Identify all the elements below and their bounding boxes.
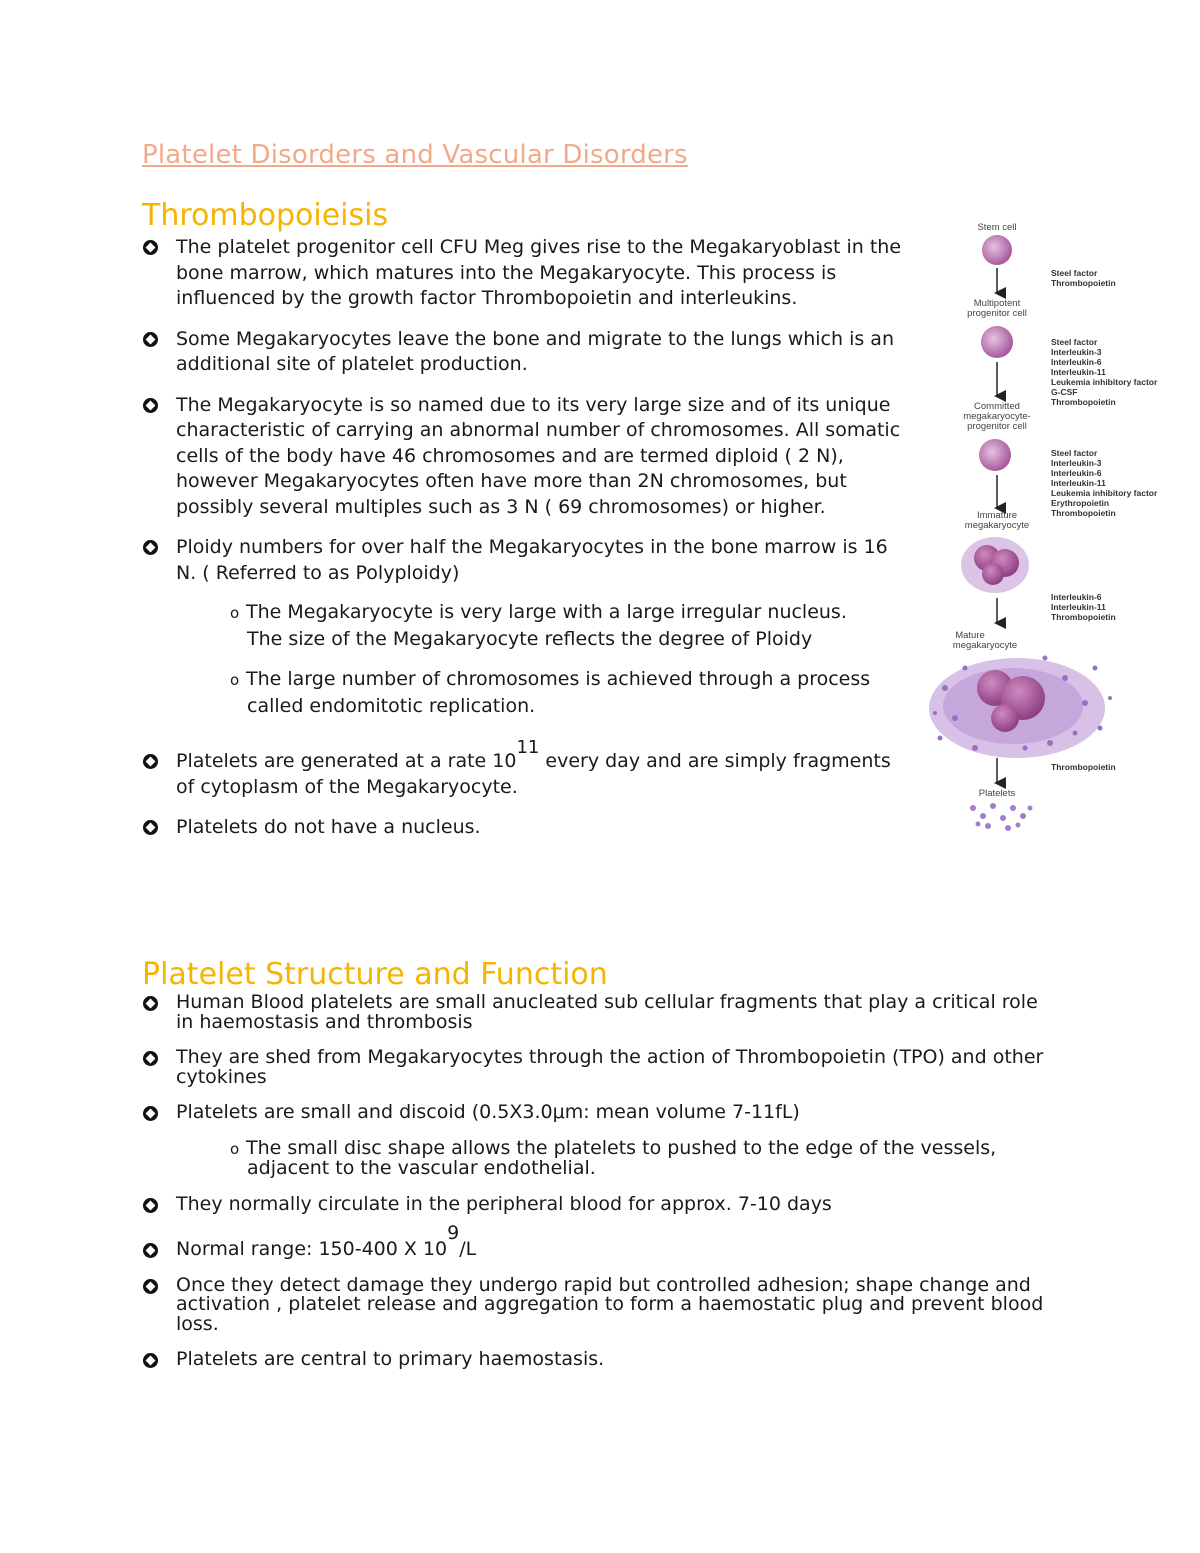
- sub-bullet-text: The small disc shape allows the platelets to pushed to the edge of the vessels, adjacent to the vascular endothelial.: [246, 1136, 997, 1179]
- factor-label: Thrombopoietin: [1051, 397, 1116, 407]
- bullet-icon: [143, 1106, 158, 1121]
- factor-label: Thrombopoietin: [1051, 508, 1116, 518]
- bullet-icon: [143, 1279, 158, 1294]
- factor-group-5: [1051, 762, 1116, 772]
- bullet-icon: [143, 540, 158, 555]
- list-item: [142, 1192, 1052, 1215]
- sub-bullet-text: The Megakaryocyte is very large with a large irregular nucleus. The size of the Megakaryocyte reflects the degree of Ploidy: [246, 601, 847, 650]
- list-item: [142, 1273, 1052, 1335]
- sub-list-item: [142, 599, 887, 652]
- factor-label: Interleukin-11: [1051, 478, 1106, 488]
- stage-label-committed: Committed: [974, 401, 1020, 412]
- list-item: [142, 393, 912, 521]
- list-item: [142, 1350, 1052, 1370]
- sub-bullet-icon: o: [230, 604, 240, 622]
- bullet-icon: [143, 1198, 158, 1213]
- stage-label-platelets: Platelets: [978, 788, 1016, 799]
- thrombopoiesis-diagram: [925, 218, 1175, 838]
- bullet-text: Platelets are central to primary haemostasis.: [176, 1348, 605, 1370]
- stage-label-mature: Mature: [955, 630, 985, 641]
- stem-cell-icon: [982, 235, 1012, 265]
- factor-group-4: [1051, 592, 1116, 622]
- list-item: [142, 1048, 1052, 1087]
- bullet-text: Human Blood platelets are small anucleated sub cellular fragments that play a critical role in haemostasis and thrombosis: [176, 991, 1038, 1033]
- nucleus-icon: [991, 704, 1019, 732]
- bullet-text: The platelet progenitor cell CFU Meg gives rise to the Megakaryoblast in the bone marrow, which matures into the Megakaryocyte. This process is influenced by the growth factor Thrombopoietin and interleukins.: [176, 236, 902, 309]
- stage-label-stem-cell: Stem cell: [977, 222, 1017, 233]
- rate-exponent: 11: [516, 737, 540, 758]
- sub-bullet-icon: o: [230, 1139, 240, 1158]
- sub-bullet-icon: o: [230, 671, 240, 689]
- committed-cell-icon: [979, 439, 1011, 471]
- factor-label: Interleukin-6: [1051, 357, 1102, 367]
- list-item: [142, 735, 912, 800]
- bullet-icon: [143, 1051, 158, 1066]
- bullet-text: Ploidy numbers for over half the Megakaryocytes in the bone marrow is 16 N. ( Referred to as Polyploidy): [176, 536, 888, 584]
- structure-function-list: [142, 993, 1052, 1386]
- bullet-icon: [143, 1353, 158, 1368]
- bullet-text: Platelets are small and discoid (0.5X3.0μm: mean volume 7-11fL): [176, 1101, 800, 1123]
- bullet-text: They are shed from Megakaryocytes through the action of Thrombopoietin (TPO) and other cytokines: [176, 1046, 1044, 1088]
- list-item: [142, 1103, 1052, 1123]
- section-heading-structure-function: Platelet Structure and Function: [142, 957, 608, 992]
- bullet-icon: [143, 754, 158, 769]
- nucleus-icon: [982, 563, 1004, 585]
- rate-text-after: every day and are simply fragments of cytoplasm of the Megakaryocyte.: [176, 750, 891, 798]
- stage-label-committed-3: progenitor cell: [967, 421, 1027, 432]
- factor-group-1: [1051, 268, 1116, 288]
- range-text-after: /L: [459, 1238, 477, 1260]
- bullet-text: The Megakaryocyte is so named due to its very large size and of its unique characteristic of carrying an abnormal number of chromosomes. All somatic cells of the body have 46 chromosomes and are termed diploid ( 2 N), however Megakaryocytes often have more than 2N chromosomes, but possibly several multiples such as 3 N ( 69 chromosomes) or higher.: [176, 393, 901, 518]
- factor-label: Leukemia inhibitory factor: [1051, 488, 1158, 498]
- factor-label: Interleukin-11: [1051, 367, 1106, 377]
- bullet-icon: [143, 332, 158, 347]
- stage-label-immature: Immature: [976, 510, 1018, 521]
- list-item: [142, 815, 912, 841]
- rate-text-before: Platelets are generated at a rate 10: [176, 750, 517, 772]
- diagram-svg: [925, 218, 1175, 838]
- list-item: [142, 535, 912, 586]
- stage-label-multipotent: Multipotent: [973, 298, 1021, 309]
- list-item: [142, 235, 912, 312]
- progenitor-cell-icon: [981, 326, 1013, 358]
- document-title: Platelet Disorders and Vascular Disorders: [142, 140, 688, 170]
- bullet-text: Some Megakaryocytes leave the bone and migrate to the lungs which is an additional site of platelet production.: [176, 327, 894, 375]
- factor-label: Steel factor: [1051, 268, 1098, 278]
- factor-label: Steel factor: [1051, 337, 1098, 347]
- thrombopoiesis-list: [142, 235, 912, 856]
- platelets-icon: [970, 803, 1033, 831]
- sub-list-item: [142, 666, 887, 719]
- section-heading-thrombopoiesis: Thrombopoieisis: [142, 198, 389, 233]
- factor-label: Thrombopoietin: [1051, 762, 1116, 772]
- sub-bullet-text: The large number of chromosomes is achieved through a process called endomitotic replication.: [246, 668, 871, 717]
- factor-label: Steel factor: [1051, 448, 1098, 458]
- bullet-icon: [143, 240, 158, 255]
- stage-label-progenitor: progenitor cell: [967, 308, 1027, 319]
- factor-label: Interleukin-3: [1051, 458, 1102, 468]
- stage-label-immature-2: megakaryocyte: [964, 520, 1030, 531]
- factor-label: Thrombopoietin: [1051, 612, 1116, 622]
- factor-group-3: [1051, 448, 1158, 518]
- factor-label: G-CSF: [1051, 387, 1078, 397]
- list-item: [142, 1222, 1052, 1260]
- sub-list-item: [142, 1136, 1027, 1179]
- stage-label-committed-2: megakaryocyte-: [963, 411, 1031, 422]
- bullet-icon: [143, 1243, 158, 1258]
- bullet-text: They normally circulate in the peripheral blood for approx. 7-10 days: [176, 1192, 832, 1215]
- factor-label: Interleukin-6: [1051, 592, 1102, 602]
- bullet-text: Platelets do not have a nucleus.: [176, 816, 481, 838]
- list-item: [142, 993, 1052, 1032]
- factor-group-2: [1051, 337, 1158, 407]
- factor-label: Interleukin-11: [1051, 602, 1106, 612]
- factor-label: Leukemia inhibitory factor: [1051, 377, 1158, 387]
- bullet-icon: [143, 996, 158, 1011]
- factor-label: Thrombopoietin: [1051, 278, 1116, 288]
- range-text-before: Normal range: 150-400 X 10: [176, 1238, 448, 1260]
- factor-label: Interleukin-3: [1051, 347, 1102, 357]
- factor-label: Erythropoietin: [1051, 498, 1110, 508]
- factor-label: Interleukin-6: [1051, 468, 1102, 478]
- bullet-icon: [143, 398, 158, 413]
- stage-label-mature-2: megakaryocyte: [952, 640, 1018, 651]
- bullet-text: Once they detect damage they undergo rapid but controlled adhesion; shape change and activation , platelet release and aggregation to form a haemostatic plug and prevent blood loss.: [176, 1273, 1044, 1335]
- list-item: [142, 327, 912, 378]
- bullet-icon: [143, 820, 158, 835]
- range-exponent: 9: [447, 1222, 460, 1244]
